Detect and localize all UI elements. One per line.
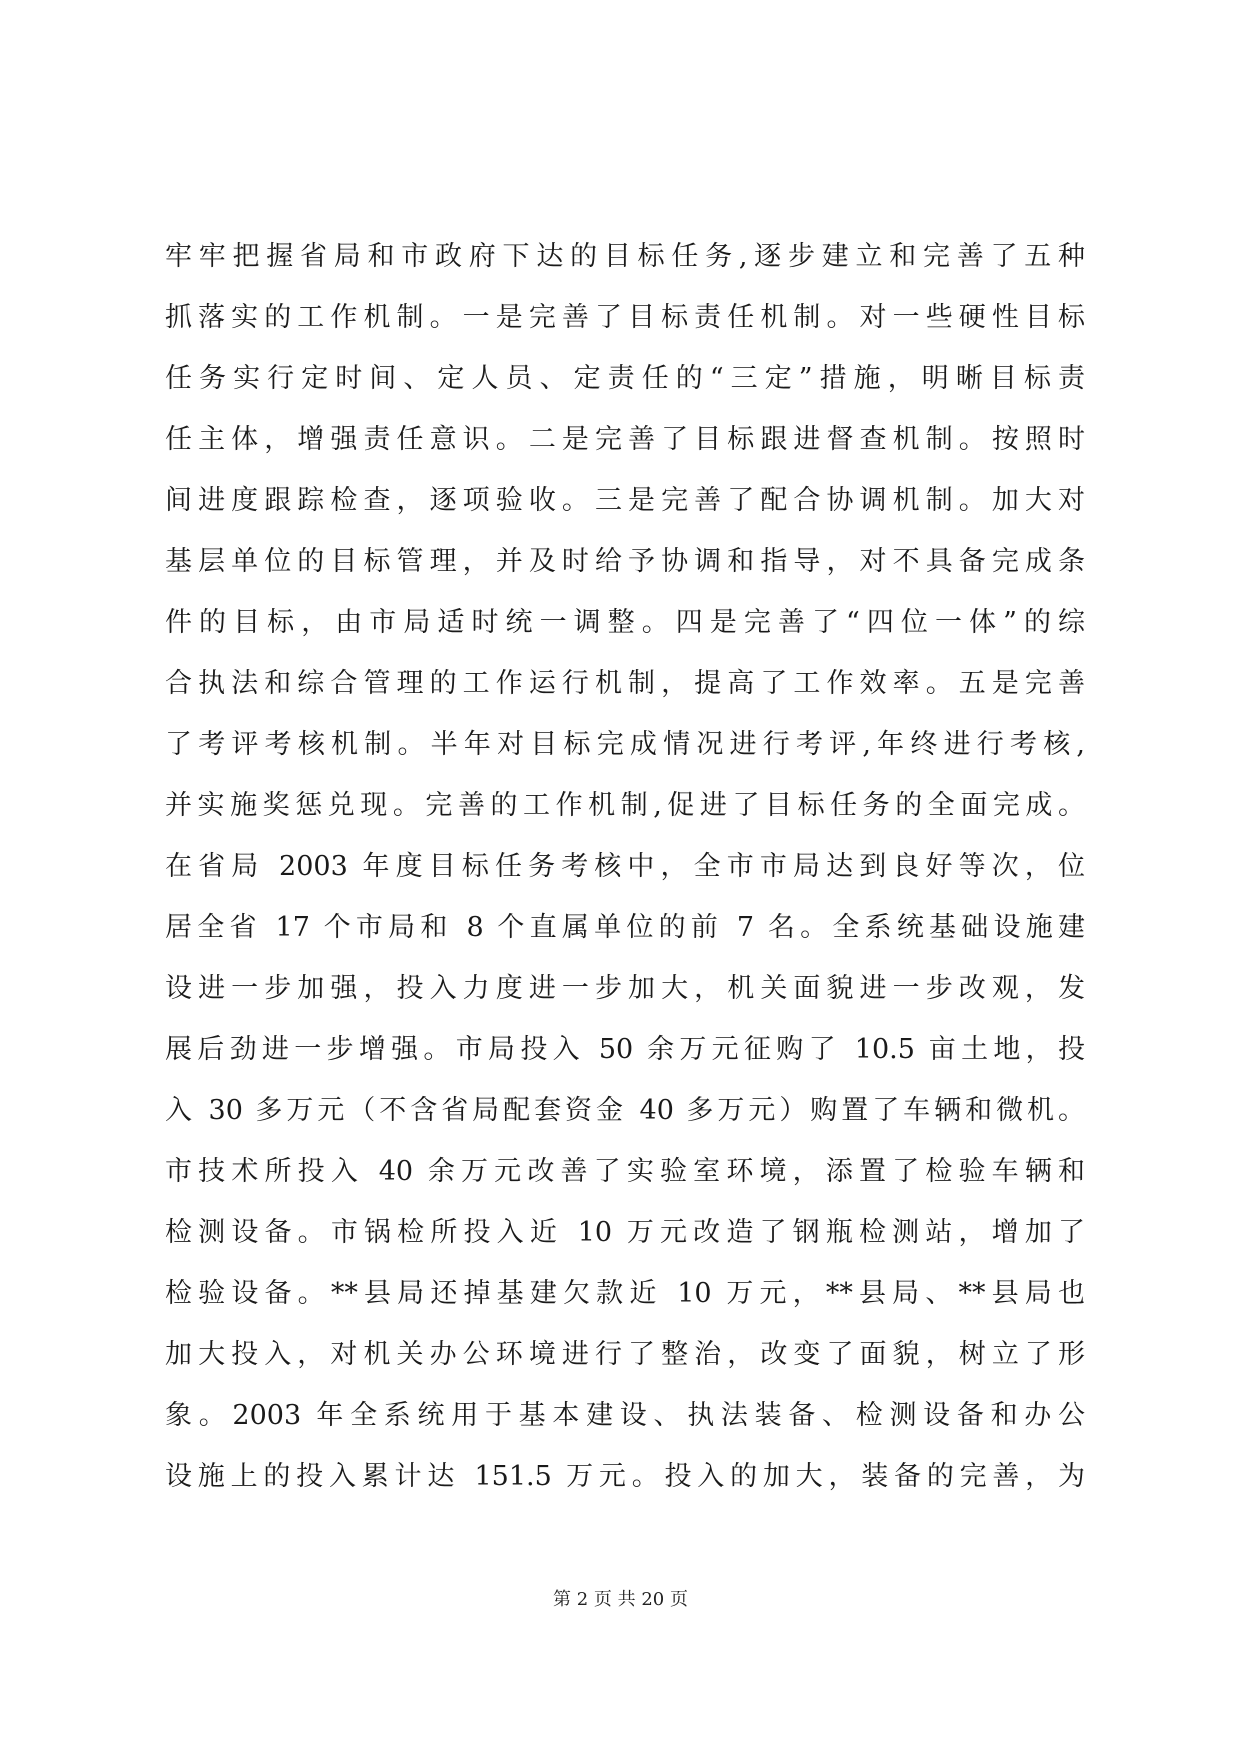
text-line: 加大投入，对机关办公环境进行了整治，改变了面貌，树立了形 bbox=[165, 1339, 1085, 1370]
text-line: 检测设备。市锅检所投入近 10 万元改造了钢瓶检测站，增加了 bbox=[165, 1217, 1085, 1248]
text-line: 在省局 2003 年度目标任务考核中，全市市局达到良好等次，位 bbox=[165, 851, 1085, 882]
page-footer: 第 2 页 共 20 页 bbox=[553, 1589, 688, 1610]
text-line: 件的目标，由市局适时统一调整。四是完善了“四位一体”的综 bbox=[165, 607, 1085, 638]
text-line: 任主体，增强责任意识。二是完善了目标跟进督查机制。按照时 bbox=[165, 424, 1085, 455]
text-line: 基层单位的目标管理，并及时给予协调和指导，对不具备完成条 bbox=[165, 546, 1085, 577]
text-line: 了考评考核机制。半年对目标完成情况进行考评,年终进行考核, bbox=[165, 729, 1085, 760]
text-line: 合执法和综合管理的工作运行机制，提高了工作效率。五是完善 bbox=[165, 668, 1085, 699]
text-line: 入 30 多万元（不含省局配套资金 40 多万元）购置了车辆和微机。 bbox=[165, 1095, 1085, 1126]
text-line: 设进一步加强，投入力度进一步加大，机关面貌进一步改观，发 bbox=[165, 973, 1085, 1004]
text-line: 象。2003 年全系统用于基本建设、执法装备、检测设备和办公 bbox=[165, 1400, 1085, 1431]
text-line: 居全省 17 个市局和 8 个直属单位的前 7 名。全系统基础设施建 bbox=[165, 912, 1085, 943]
text-line: 间进度跟踪检查，逐项验收。三是完善了配合协调机制。加大对 bbox=[165, 485, 1085, 516]
text-line: 展后劲进一步增强。市局投入 50 余万元征购了 10.5 亩土地，投 bbox=[165, 1034, 1085, 1065]
body-text bbox=[165, 226, 1085, 1507]
text-line: 抓落实的工作机制。一是完善了目标责任机制。对一些硬性目标 bbox=[165, 302, 1085, 333]
text-line: 并实施奖惩兑现。完善的工作机制,促进了目标任务的全面完成。 bbox=[165, 790, 1085, 821]
text-line: 设施上的投入累计达 151.5 万元。投入的加大，装备的完善，为 bbox=[165, 1461, 1085, 1492]
text-line: 市技术所投入 40 余万元改善了实验室环境，添置了检验车辆和 bbox=[165, 1156, 1085, 1187]
text-line: 任务实行定时间、定人员、定责任的“三定”措施，明晰目标责 bbox=[165, 363, 1085, 394]
text-line: 检验设备。**县局还掉基建欠款近 10 万元，**县局、**县局也 bbox=[165, 1278, 1085, 1309]
text-line: 牢牢把握省局和市政府下达的目标任务,逐步建立和完善了五种 bbox=[165, 241, 1085, 272]
